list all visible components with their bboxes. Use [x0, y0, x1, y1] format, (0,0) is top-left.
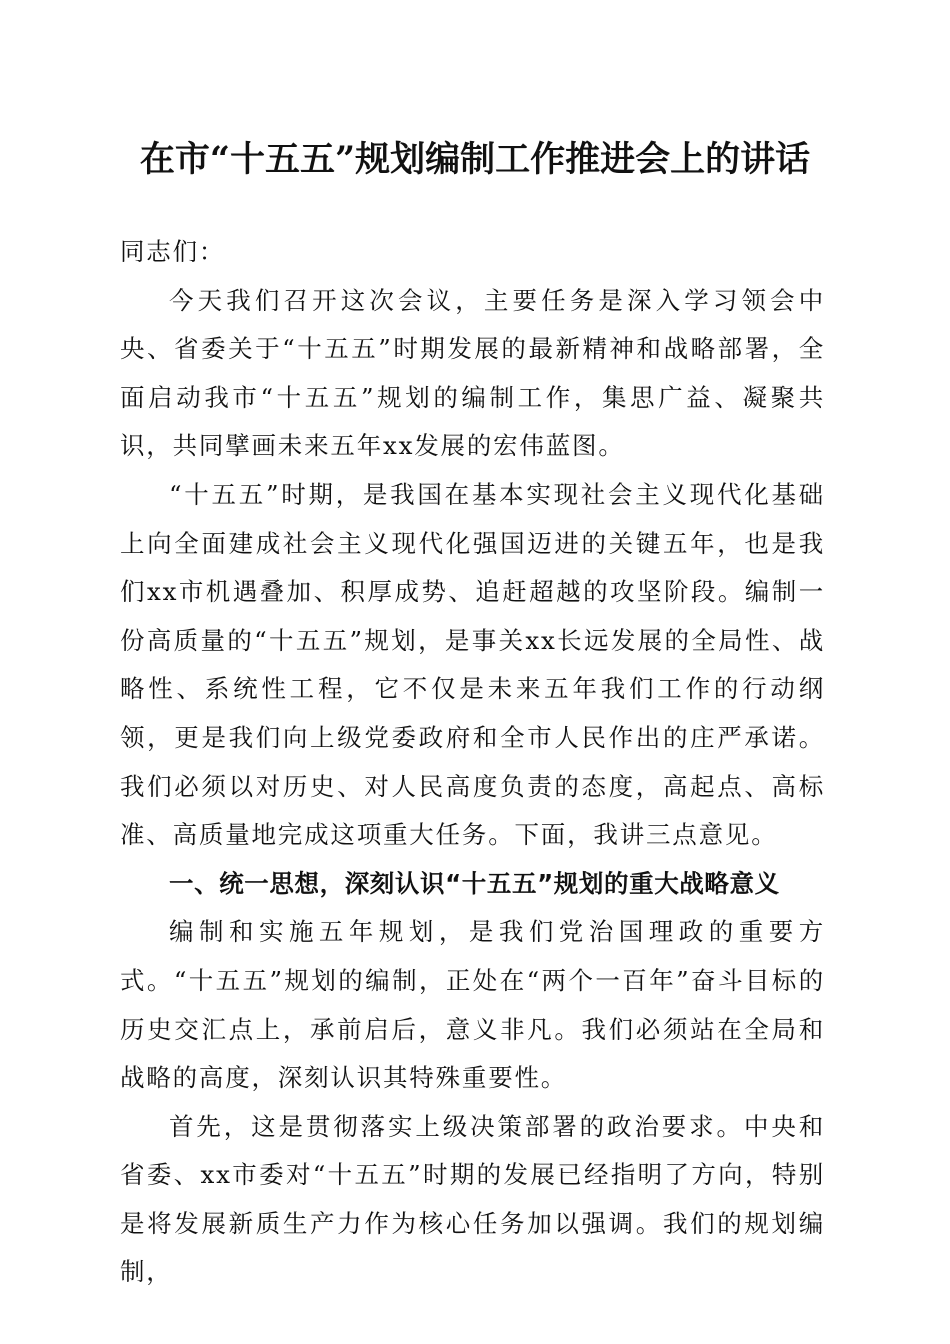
paragraph-1: 今天我们召开这次会议，主要任务是深入学习领会中央、省委关于“十五五”时期发展的最新精神和战略部署，全面启动我市“十五五”规划的编制工作，集思广益、凝聚共识，共同擘画未来五年xx发展的宏伟蓝图。 — [120, 285, 825, 461]
section-1-paragraph-2: 首先，这是贯彻落实上级决策部署的政治要求。中央和省委、xx市委对“十五五”时期的发展已经指明了方向，特别是将发展新质生产力作为核心任务加以强调。我们的规划编制， — [120, 1111, 825, 1287]
section-1-paragraph-1: 编制和实施五年规划，是我们党治国理政的重要方式。“十五五”规划的编制，正处在“两个一百年”奋斗目标的历史交汇点上，承前启后，意义非凡。我们必须站在全局和战略的高度，深刻认识其特殊重要性。 — [120, 917, 825, 1093]
salutation: 同志们： — [120, 237, 226, 266]
document-body — [120, 228, 825, 1297]
paragraph-2: “十五五”时期，是我国在基本实现社会主义现代化基础上向全面建成社会主义现代化强国迈进的关键五年，也是我们xx市机遇叠加、积厚成势、追赶超越的攻坚阶段。编制一份高质量的“十五五”规划，是事关xx长远发展的全局性、战略性、系统性工程，它不仅是未来五年我们工作的行动纲领，更是我们向上级党委政府和全市人民作出的庄严承诺。我们必须以对历史、对人民高度负责的态度，高起点、高标准、高质量地完成这项重大任务。下面，我讲三点意见。 — [120, 479, 825, 850]
document-title: 在市“十五五”规划编制工作推进会上的讲话 — [139, 139, 811, 180]
section-heading-1: 一、统一思想，深刻认识“十五五”规划的重大战略意义 — [169, 868, 780, 898]
